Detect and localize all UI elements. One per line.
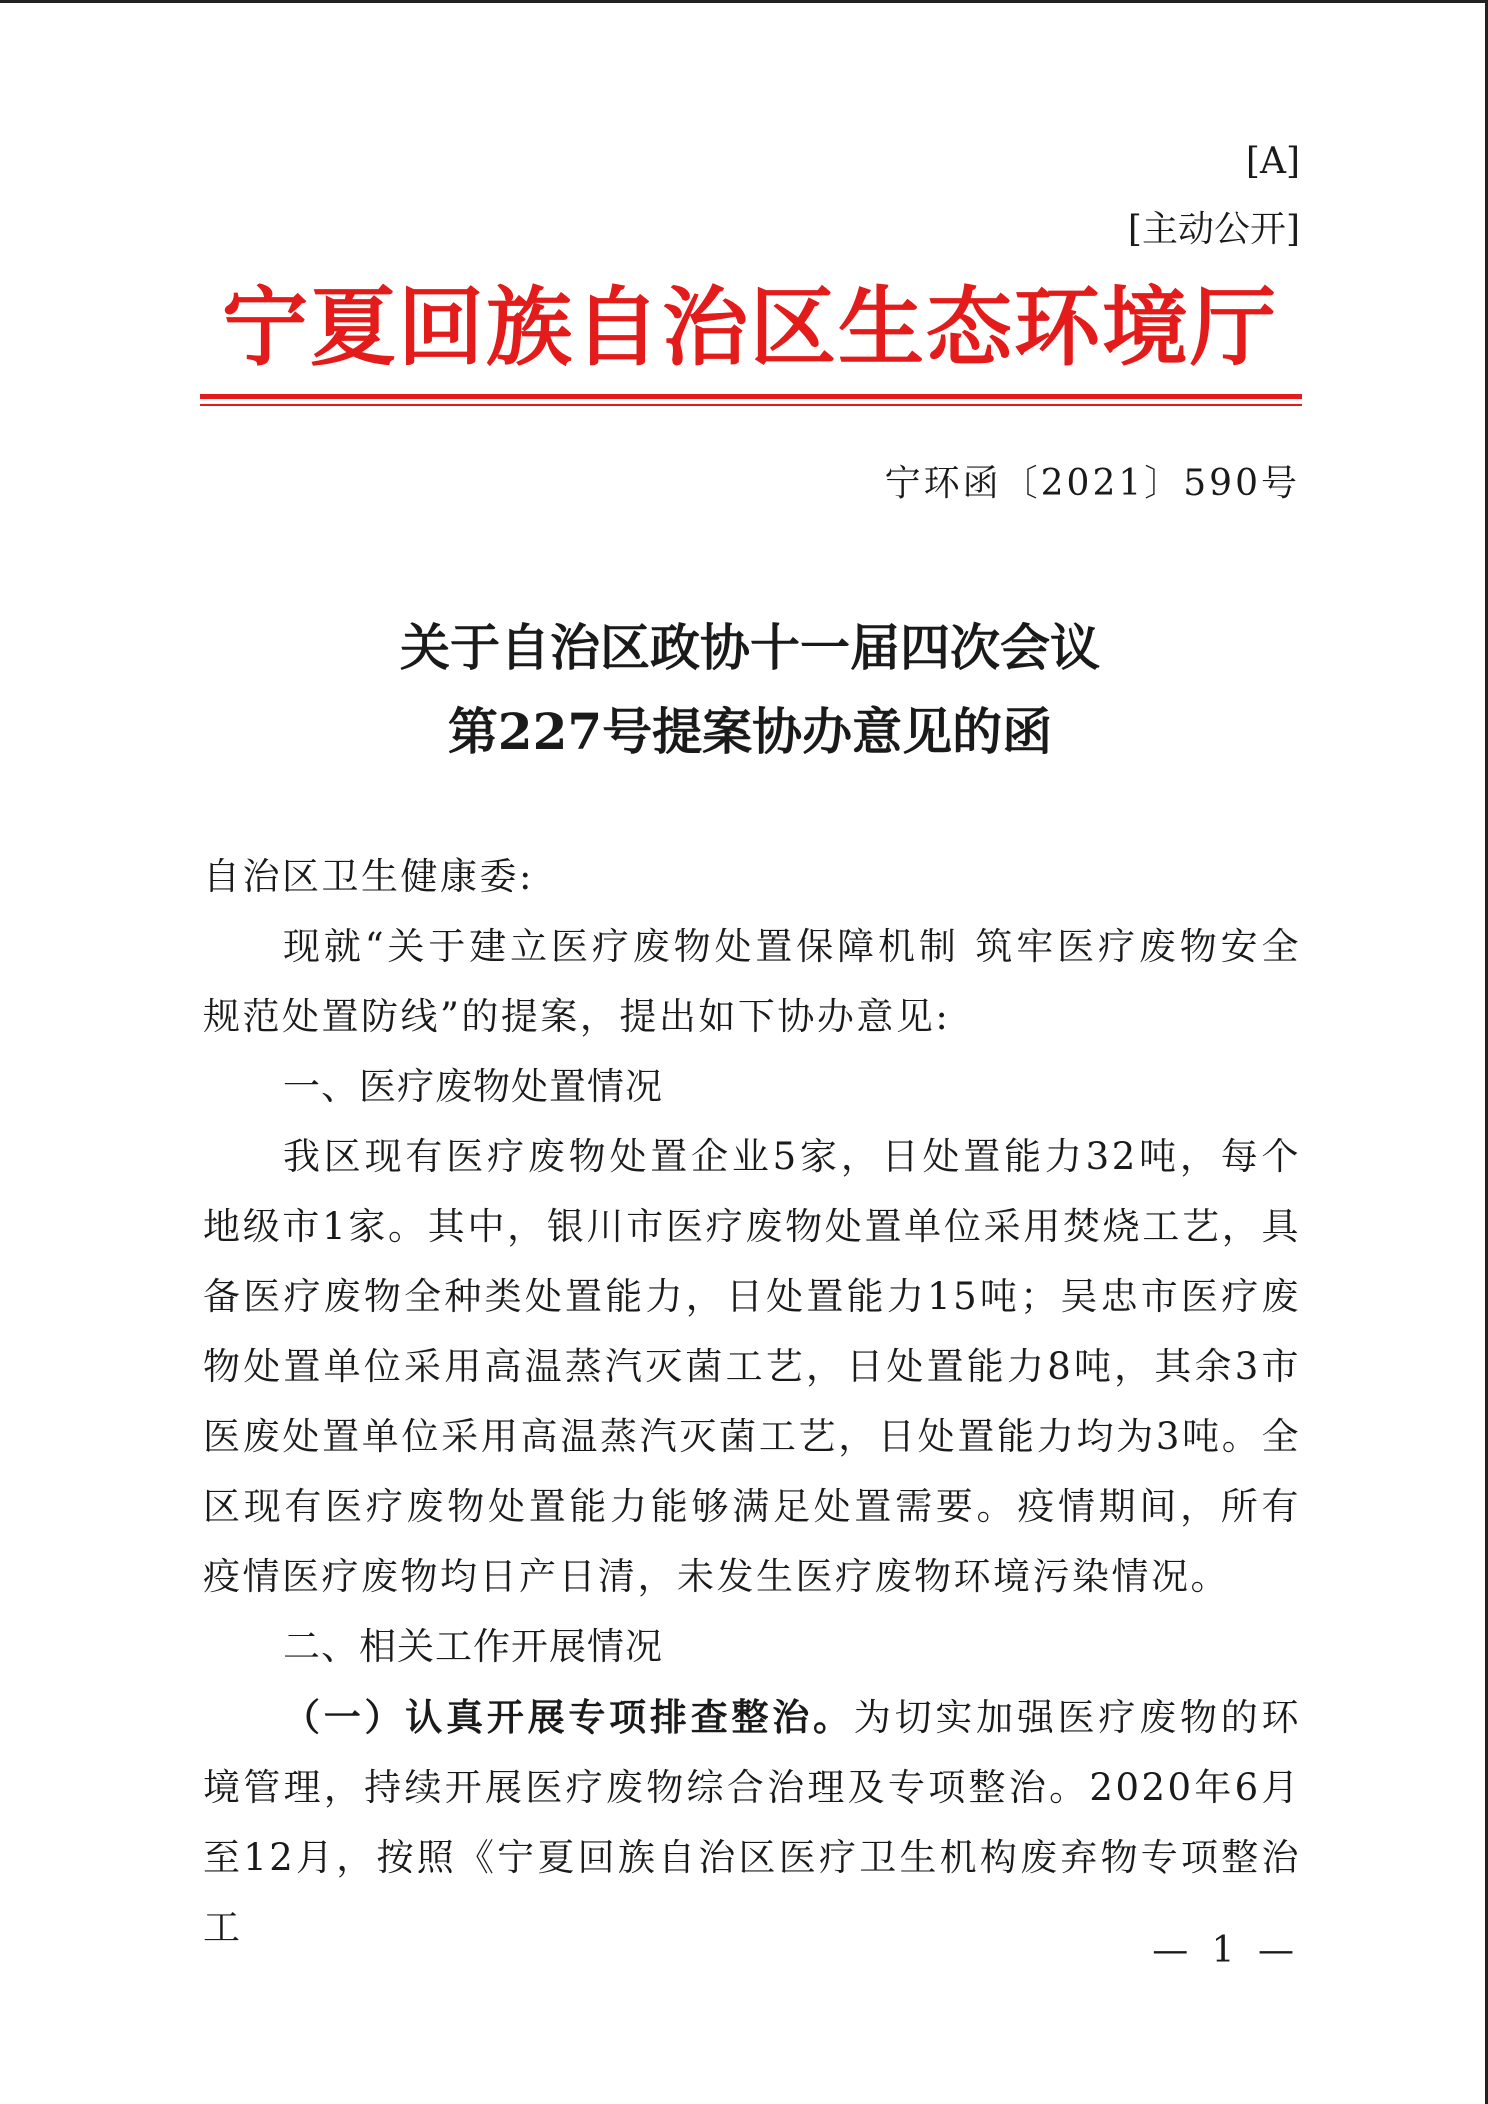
subsection-1-paragraph: [203, 1682, 1301, 1963]
document-number: 宁环函〔2021〕590号: [884, 463, 1300, 504]
intro-paragraph: 现就“关于建立医疗废物处置保障机制 筑牢医疗废物安全规范处置防线”的提案，提出如下协办意见:: [203, 925, 1301, 1038]
page-number: — 1 —: [1152, 1930, 1300, 1971]
document-body: [203, 842, 1301, 1963]
disclosure-mark: [主动公开]: [1127, 209, 1300, 250]
subsection-1-text: 为切实加强医疗废物的环境管理，持续开展医疗废物综合治理及专项整治。2020年6月至12月，按照《宁夏回族自治区医疗卫生机构废弃物专项整治工: [203, 1696, 1302, 1949]
agency-header: 宁夏回族自治区生态环境厅: [222, 277, 1278, 378]
document-marks: [1128, 128, 1300, 264]
section-1-heading: 一、医疗废物处置情况: [283, 1065, 663, 1108]
title-line-2: 第227号提案协办意见的函: [447, 702, 1053, 761]
page-border-top: [0, 0, 1488, 3]
document-title: [200, 606, 1300, 774]
subsection-1-lead: （一）认真开展专项排查整治。: [283, 1695, 854, 1739]
header-red-rule: [200, 394, 1302, 399]
salutation: 自治区卫生健康委:: [203, 855, 534, 898]
grade-mark: [A]: [1245, 141, 1300, 182]
header-red-rule-thin: [200, 404, 1302, 406]
section-2-heading: 二、相关工作开展情况: [283, 1625, 663, 1668]
title-line-1: 关于自治区政协十一届四次会议: [400, 618, 1100, 677]
section-1-paragraph: 我区现有医疗废物处置企业5家，日处置能力32吨，每个地级市1家。其中，银川市医疗废物处置单位采用焚烧工艺，具备医疗废物全种类处置能力，日处置能力15吨；吴忠市医疗废物处置单位采用高温蒸汽灭菌工艺，日处置能力8吨，其余3市医废处置单位采用高温蒸汽灭菌工艺，日处置能力均为3吨。全区现有医疗废物处置能力能够满足处置需要。疫情期间，所有疫情医疗废物均日产日清，未发生医疗废物环境污染情况。: [203, 1135, 1301, 1598]
